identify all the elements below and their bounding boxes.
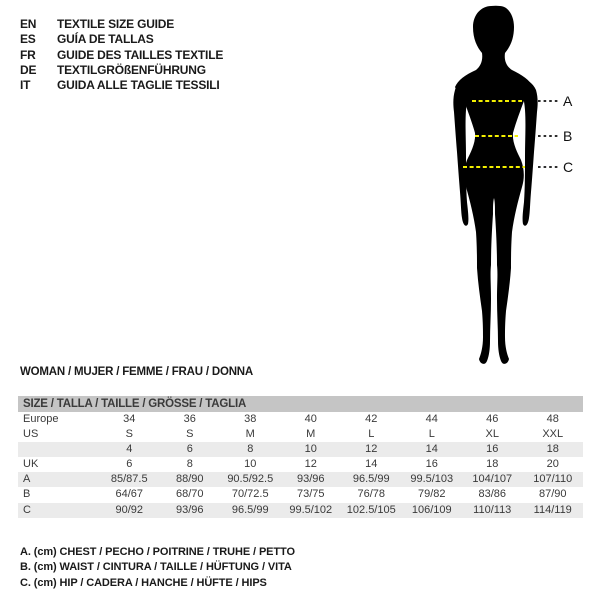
size-cell: 90/92 <box>115 503 144 516</box>
language-label: GUÍA DE TALLAS <box>57 32 154 47</box>
size-cell: XL <box>485 428 499 441</box>
size-cell: 73/75 <box>296 488 325 501</box>
size-cell: 42 <box>365 413 378 425</box>
size-cell: 46 <box>486 413 499 425</box>
table-row <box>18 442 583 457</box>
language-label: GUIDE DES TAILLES TEXTILE <box>57 47 224 62</box>
row-label: B <box>23 488 31 501</box>
size-cell: 99.5/102 <box>289 503 333 516</box>
size-cell: 14 <box>365 458 378 471</box>
size-cell: 87/90 <box>538 488 567 501</box>
size-cell: M <box>306 428 316 441</box>
language-row <box>20 48 223 63</box>
table-row <box>18 472 583 487</box>
size-cell: 36 <box>183 413 196 425</box>
legend-line: A. (cm) CHEST / PECHO / POITRINE / TRUHE / PETTO <box>20 546 295 558</box>
size-cell: 8 <box>247 443 254 456</box>
woman-silhouette-figure <box>430 0 600 380</box>
size-cell: S <box>125 428 133 441</box>
row-label: US <box>23 428 39 441</box>
size-cell: 79/82 <box>417 488 446 501</box>
size-cell: 12 <box>304 458 317 471</box>
size-cell: 10 <box>304 443 317 456</box>
language-label: TEXTILGRÖßENFÜHRUNG <box>57 62 206 77</box>
language-row <box>20 17 223 32</box>
size-cell: 76/78 <box>357 488 386 501</box>
size-cell: 85/87.5 <box>110 473 148 486</box>
size-cell: L <box>428 428 435 441</box>
size-table-header: SIZE / TALLA / TAILLE / GRÖSSE / TAGLIA <box>18 396 583 412</box>
size-cell: 44 <box>425 413 438 425</box>
language-label: GUIDA ALLE TAGLIE TESSILI <box>57 78 220 93</box>
size-cell: 4 <box>126 443 133 456</box>
language-row <box>20 32 223 47</box>
language-row <box>20 78 223 93</box>
row-label <box>18 442 99 457</box>
size-cell: 34 <box>123 413 136 425</box>
size-cell: 64/67 <box>115 488 144 501</box>
size-cell: 16 <box>486 443 499 456</box>
size-cell: 8 <box>186 458 193 471</box>
marker-b-label: B <box>563 128 573 144</box>
legend <box>20 545 295 591</box>
table-row <box>18 457 583 472</box>
language-code: ES <box>20 32 36 47</box>
size-cell: 6 <box>126 458 133 471</box>
table-row <box>18 503 583 518</box>
size-cell: 48 <box>546 413 559 425</box>
language-label: TEXTILE SIZE GUIDE <box>57 17 175 31</box>
section-title: WOMAN / MUJER / FEMME / FRAU / DONNA <box>20 366 254 378</box>
size-cell: 12 <box>365 443 378 456</box>
size-cell: 18 <box>546 443 559 456</box>
size-cell: 38 <box>244 413 257 425</box>
table-row <box>18 427 583 442</box>
size-cell: M <box>245 428 255 441</box>
table-row <box>18 412 583 427</box>
size-cell: 110/113 <box>473 503 512 516</box>
row-label: C <box>23 503 31 516</box>
size-cell: 102.5/105 <box>346 503 396 516</box>
marker-a-label: A <box>563 93 573 109</box>
size-cell: 104/107 <box>472 473 513 486</box>
size-cell: 96.5/99 <box>352 473 390 486</box>
language-code: IT <box>20 78 31 93</box>
size-cell: 106/109 <box>411 503 452 516</box>
row-label: UK <box>23 458 39 471</box>
row-label: Europe <box>23 413 59 425</box>
woman-silhouette <box>453 6 537 364</box>
size-cell: 6 <box>186 443 193 456</box>
size-cell: 88/90 <box>175 473 204 486</box>
size-cell: 83/86 <box>478 488 507 501</box>
size-cell: 20 <box>546 458 559 471</box>
size-cell: 107/110 <box>533 473 573 486</box>
size-cell: 68/70 <box>175 488 204 501</box>
size-cell: XXL <box>542 428 564 441</box>
size-cell: L <box>368 428 375 441</box>
language-row <box>20 63 223 78</box>
size-cell: 114/119 <box>533 503 572 516</box>
size-cell: 99.5/103 <box>410 473 454 486</box>
language-code: FR <box>20 47 36 62</box>
size-table-rows <box>18 412 583 518</box>
size-cell: 93/96 <box>175 503 204 516</box>
size-cell: 14 <box>425 443 438 456</box>
size-cell: 40 <box>304 413 317 425</box>
size-table <box>18 396 583 518</box>
table-row <box>18 487 583 502</box>
size-cell: S <box>186 428 194 441</box>
size-cell: 96.5/99 <box>231 503 269 516</box>
size-cell: 10 <box>244 458 257 471</box>
language-code: DE <box>20 62 37 77</box>
size-cell: 18 <box>486 458 499 471</box>
legend-line: C. (cm) HIP / CADERA / HANCHE / HÜFTE / HIPS <box>20 576 267 589</box>
size-cell: 70/72.5 <box>231 488 269 501</box>
legend-line: B. (cm) WAIST / CINTURA / TAILLE / HÜFTUNG / VITA <box>20 561 292 574</box>
size-cell: 16 <box>425 458 438 471</box>
size-cell: 90.5/92.5 <box>227 473 274 486</box>
size-cell: 93/96 <box>296 473 325 486</box>
marker-c-label: C <box>563 159 574 175</box>
language-list <box>20 17 223 93</box>
row-label: A <box>23 473 31 486</box>
language-code: EN <box>20 17 37 31</box>
